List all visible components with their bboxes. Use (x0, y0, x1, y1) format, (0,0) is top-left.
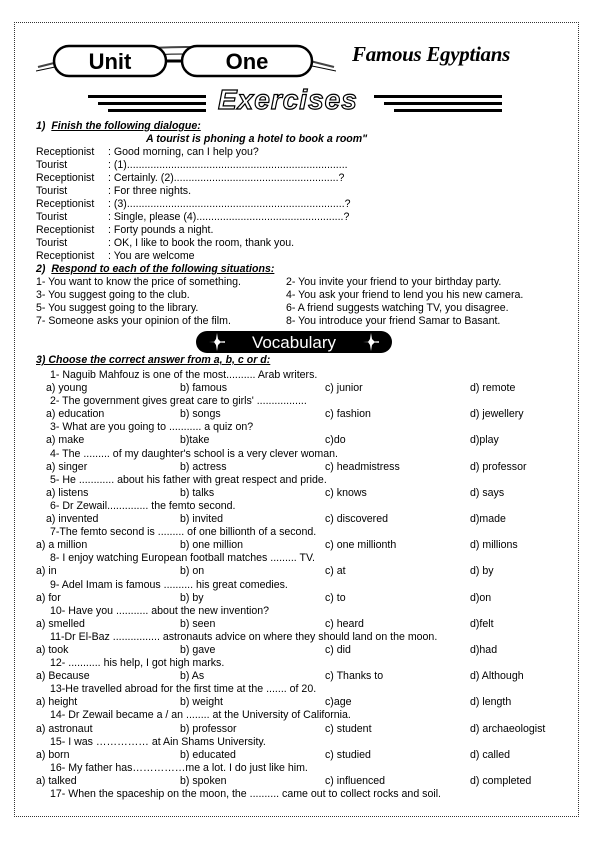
option-a[interactable]: a) Because (36, 670, 90, 683)
option-d[interactable]: d) archaeologist (470, 722, 546, 735)
banner-lines-left (88, 95, 206, 117)
situation-row (36, 289, 576, 302)
question-text: 16- My father has……………me a lot. I do just like him. (50, 761, 308, 774)
question-text: 14- Dr Zewail became a / an ........ at the University of California. (50, 709, 351, 722)
option-d[interactable]: d) Although (470, 670, 524, 683)
option-b[interactable]: b) on (180, 565, 205, 578)
question-text: 2- The government gives great care to girls' ................. (50, 395, 307, 408)
unit-title: Famous Egyptians (352, 42, 510, 66)
option-d[interactable]: d) millions (470, 539, 518, 552)
option-c[interactable]: c) headmistress (325, 460, 400, 473)
option-d[interactable]: d) professor (470, 460, 527, 473)
option-b[interactable]: b) educated (180, 748, 236, 761)
dialogue-line (36, 224, 351, 237)
vocabulary-title: Vocabulary (251, 333, 337, 352)
option-c[interactable]: c) influenced (325, 774, 386, 787)
question-text: 17- When the spaceship on the moon, the .......... came out to collect rocks and soil. (50, 788, 441, 800)
situation-item: 1- You want to know the price of something. (36, 276, 241, 288)
situation-row (36, 276, 576, 289)
option-d[interactable]: d) by (470, 565, 494, 578)
dialogue-line (36, 159, 351, 172)
question-text: 10- Have you ........... about the new invention? (50, 604, 270, 617)
dialogue-speaker: Receptionist (36, 224, 95, 236)
option-row (36, 565, 576, 578)
section3-heading: 3) Choose the correct answer from a, b, c or d: (36, 354, 271, 366)
situation-item: 6- A friend suggests watching TV, you disagree. (286, 302, 509, 314)
situation-item: 2- You invite your friend to your birthday party. (286, 276, 502, 288)
question-text: 3- What are you going to ........... a quiz on? (50, 421, 254, 434)
option-d[interactable]: d) length (470, 696, 512, 709)
dialogue-speaker: Tourist (36, 185, 68, 197)
option-a[interactable]: a) singer (46, 460, 88, 473)
option-d[interactable]: d) says (470, 486, 505, 499)
option-b[interactable]: b) seen (180, 617, 216, 630)
dialogue-line (36, 146, 351, 159)
dialogue (36, 146, 351, 263)
unit-number: One (225, 49, 269, 74)
dialogue-speaker: Receptionist (36, 146, 95, 158)
option-d[interactable]: d)play (470, 434, 499, 447)
question-text: 8- I enjoy watching European football matches ......... TV. (50, 552, 315, 565)
question-text: 7-The femto second is ......... of one billionth of a second. (50, 526, 317, 539)
option-c[interactable]: c) student (325, 722, 372, 735)
option-c[interactable]: c) heard (325, 617, 364, 630)
option-a[interactable]: a) education (46, 408, 105, 421)
situation-row (36, 315, 576, 328)
option-row (36, 382, 576, 395)
situation-item: 8- You introduce your friend Samar to Basant. (286, 315, 501, 327)
option-c[interactable]: c) Thanks to (325, 670, 384, 683)
option-row (36, 513, 576, 526)
option-a[interactable]: a) invented (46, 513, 99, 526)
option-d[interactable]: d) jewellery (470, 408, 524, 421)
section2-heading: 2) Respond to each of the following situations: (36, 263, 275, 275)
option-d[interactable]: d)had (470, 643, 498, 656)
option-a[interactable]: a) young (46, 382, 88, 395)
situation-item: 7- Someone asks your opinion of the film. (36, 315, 231, 327)
dialogue-text: : Good morning, can I help you? (108, 146, 259, 158)
question-text: 11-Dr El-Baz ................ astronauts advice on where they should land on the moon. (50, 630, 438, 643)
option-b[interactable]: b) weight (180, 696, 223, 709)
option-a[interactable]: a) born (36, 748, 70, 761)
option-a[interactable]: a) astronaut (36, 722, 93, 735)
unit-word: Unit (88, 49, 132, 74)
question-text: 13-He travelled abroad for the first time at the ....... of 20. (50, 683, 317, 696)
option-a[interactable]: a) height (36, 696, 78, 709)
option-a[interactable]: a) took (36, 643, 69, 656)
dialogue-text: : OK, I like to book the room, thank you. (108, 237, 295, 249)
option-c[interactable]: c) junior (325, 382, 363, 395)
option-a[interactable]: a) in (36, 565, 57, 578)
option-c[interactable]: c) to (325, 591, 346, 604)
dialogue-line (36, 211, 351, 224)
dialogue-speaker: Tourist (36, 211, 68, 223)
dialogue-line (36, 185, 351, 198)
dialogue-speaker: Receptionist (36, 172, 95, 184)
option-c[interactable]: c) one millionth (325, 539, 397, 552)
question-text: 15- I was …………… at Ain Shams University. (50, 735, 266, 748)
unit-banner (36, 37, 336, 79)
option-b[interactable]: b) songs (180, 408, 221, 421)
option-b[interactable]: b) talks (180, 486, 215, 499)
dialogue-line (36, 198, 351, 211)
option-a[interactable]: a) listens (46, 486, 89, 499)
option-a[interactable]: a) smelled (36, 617, 85, 630)
option-d[interactable]: d)made (470, 513, 506, 526)
option-b[interactable]: b) As (180, 670, 205, 683)
option-row (36, 592, 576, 605)
option-a[interactable]: a) a million (36, 539, 88, 552)
option-c[interactable]: c) did (325, 643, 351, 656)
dialogue-text: : Certainly. (2)........................................................? (108, 172, 345, 184)
option-b[interactable]: b) by (180, 591, 204, 604)
situation-item: 4- You ask your friend to lend you his new camera. (286, 289, 524, 301)
question-text: 4- The ......... of my daughter's school is a very clever woman. (50, 447, 338, 460)
option-c[interactable]: c) discovered (325, 513, 388, 526)
option-c[interactable]: c) knows (325, 486, 367, 499)
option-row (36, 723, 576, 736)
dialogue-line (36, 172, 351, 185)
question-text: 12- ........... his help, I got high marks. (50, 657, 225, 670)
option-row (36, 749, 576, 762)
option-c[interactable]: c)age (325, 696, 352, 709)
option-d[interactable]: d)felt (470, 617, 494, 630)
mcq-list (36, 369, 576, 801)
dialogue-text: : For three nights. (108, 185, 192, 197)
option-row (36, 461, 576, 474)
situations (36, 276, 576, 328)
option-c[interactable]: c) at (325, 565, 346, 578)
dialogue-line (36, 237, 351, 250)
section1-subheading: A tourist is phoning a hotel to book a room" (146, 133, 368, 145)
option-b[interactable]: b)take (180, 434, 210, 447)
option-b[interactable]: b) gave (180, 643, 216, 656)
vocabulary-banner (196, 330, 392, 354)
option-c[interactable]: c)do (325, 434, 346, 447)
option-a[interactable]: a) talked (36, 774, 77, 787)
dialogue-speaker: Receptionist (36, 250, 95, 262)
dialogue-speaker: Tourist (36, 237, 68, 249)
option-d[interactable]: d) remote (470, 382, 516, 395)
exercises-banner: Exercises (218, 84, 358, 115)
option-row (36, 539, 576, 552)
option-d[interactable]: d)on (470, 591, 492, 604)
option-b[interactable]: b) one million (180, 539, 244, 552)
option-row (36, 696, 576, 709)
dialogue-text: : Forty pounds a night. (108, 224, 214, 236)
option-b[interactable]: b) famous (180, 382, 228, 395)
dialogue-text: : (1)........................................................................... (108, 159, 348, 171)
dialogue-text: : You are welcome (108, 250, 195, 262)
section1-heading: 1) Finish the following dialogue: (36, 120, 201, 132)
option-row (36, 644, 576, 657)
banner-lines-right (374, 95, 502, 117)
option-row (36, 434, 576, 447)
situation-item: 3- You suggest going to the club. (36, 289, 190, 301)
question-text: 6- Dr Zewail.............. the femto second. (50, 499, 236, 512)
option-row (36, 775, 576, 788)
question-text: 1- Naguib Mahfouz is one of the most.......... Arab writers. (50, 369, 318, 381)
option-row (36, 670, 576, 683)
option-b[interactable]: b) invited (180, 513, 223, 526)
option-row (36, 408, 576, 421)
option-c[interactable]: c) fashion (325, 408, 371, 421)
option-d[interactable]: d) completed (470, 774, 532, 787)
option-d[interactable]: d) called (470, 748, 511, 761)
situation-item: 5- You suggest going to the library. (36, 302, 199, 314)
dialogue-line (36, 250, 351, 263)
option-a[interactable]: a) for (36, 591, 61, 604)
option-row (36, 487, 576, 500)
dialogue-speaker: Tourist (36, 159, 68, 171)
question-text: 9- Adel Imam is famous .......... his great comedies. (50, 578, 288, 591)
option-c[interactable]: c) studied (325, 748, 371, 761)
option-b[interactable]: b) spoken (180, 774, 227, 787)
option-a[interactable]: a) make (46, 434, 85, 447)
dialogue-speaker: Receptionist (36, 198, 95, 210)
dialogue-text: : (3)..........................................................................? (108, 198, 351, 210)
option-b[interactable]: b) actress (180, 460, 227, 473)
question-text: 5- He ............ about his father with great respect and pride. (50, 473, 327, 486)
situation-row (36, 302, 576, 315)
dialogue-text: : Single, please (4)..................................................? (108, 211, 350, 223)
option-b[interactable]: b) professor (180, 722, 237, 735)
option-row (36, 618, 576, 631)
